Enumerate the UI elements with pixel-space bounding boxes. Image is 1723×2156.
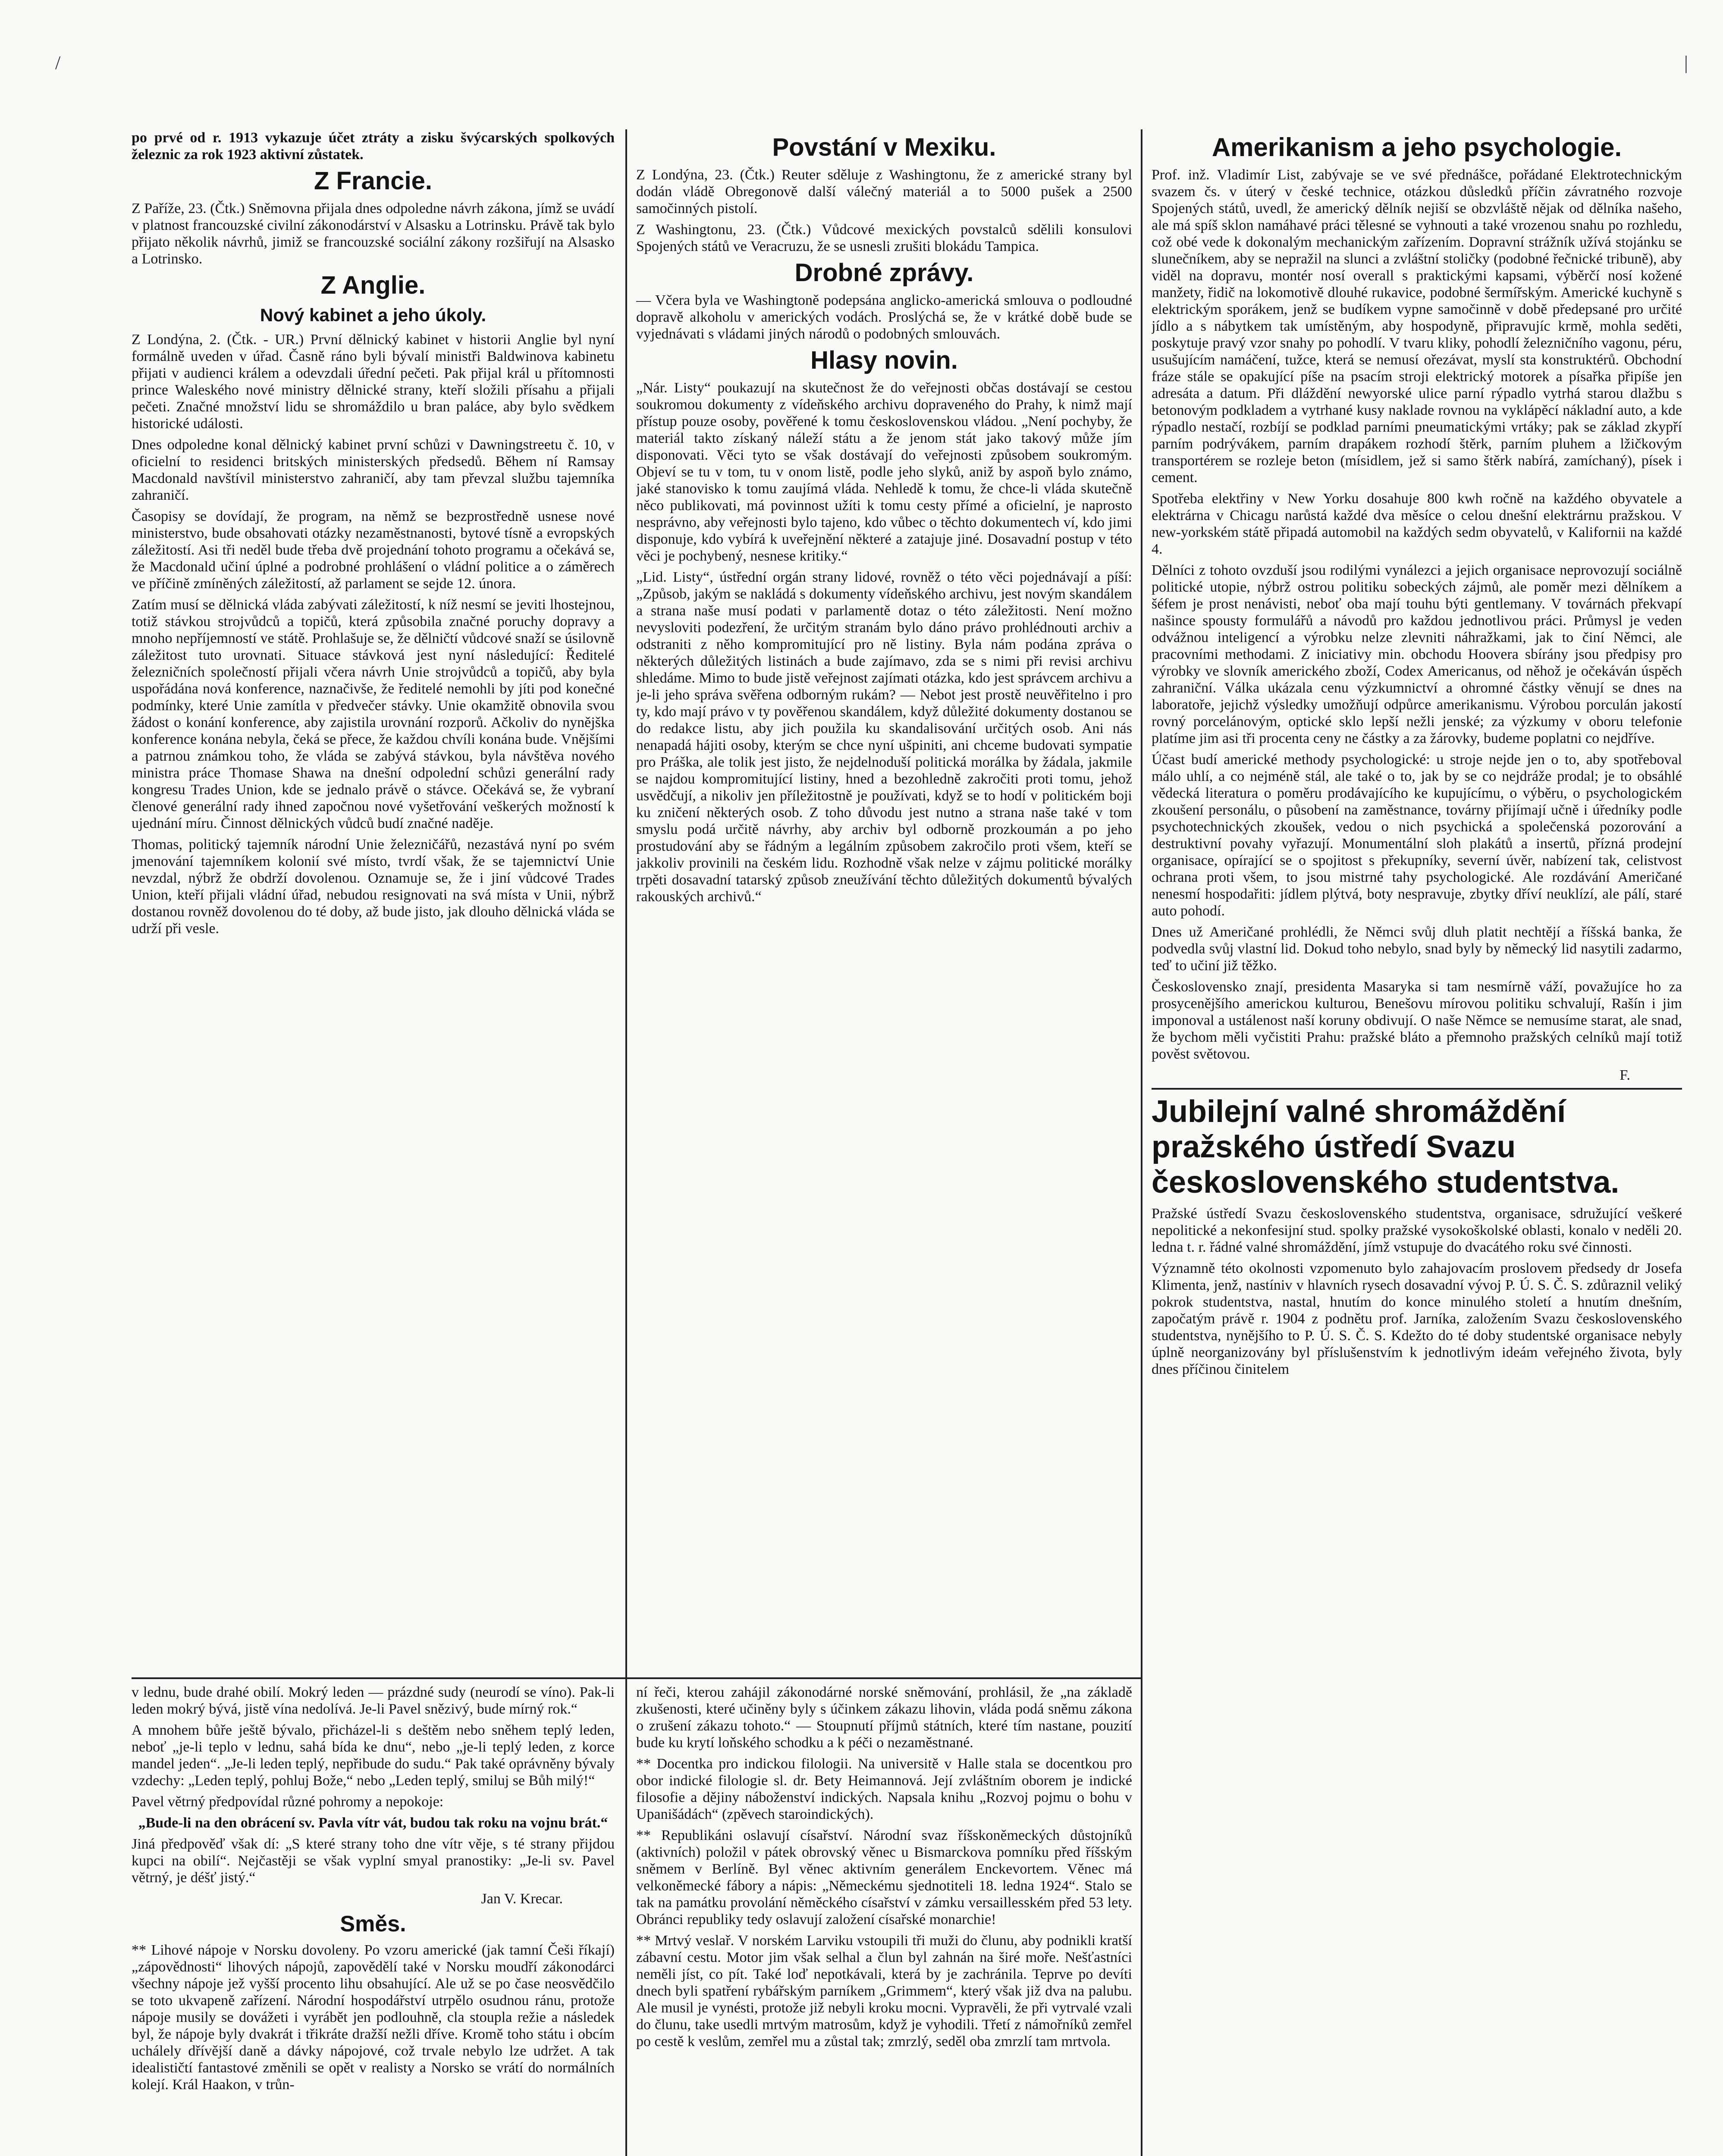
jubilejni-paragraph: Významně této okolnosti vzpomenuto bylo zahajovacím proslovem předsedy dr Josefa Klimenta, jenž, nastíniv v hlavních rysech dosavadní vývoj P. Ú. S. Č. S. zdůraznil veliký pokrok studentstva, nastal, hnutím do konce minulého století a hnutím dnešním, započatým právě r. 1904 z podnětu prof. Jarníka, založením Svazu československého studentstva, nynějšího to P. Ú. S. Č. S. Kdežto do té doby studentské organisace nebyly úplně neorganizovány byl příslušenstvím k jednotlivým ideám veřejného života, byly dnes příčinou činitelem [1152, 1260, 1682, 1377]
amerikanism-paragraph: Spotřeba elektřiny v New Yorku dosahuje 800 kwh ročně na každého obyvatele a elektrárna v Chicagu narůstá každé dva měsíce o celou dnešní elektrárnu pražskou. V new-yorkském státě připadá automobil na každých sedm obyvatelů, v Kalifornii na každé 4. [1152, 491, 1682, 557]
bottom-column-left [132, 1684, 615, 2156]
smes-paragraph: ** Lihové nápoje v Norsku dovoleny. Po vzoru americké (jak tamní Češi říkají) „zápovědnosti“ lihových nápojů, zapovědělí také v Norsku moudří zákonodárci všechny nápoje jež vyšší procento lihu obsahující. Ale už se po čase neosvědčilo se toto ukvapeně zařízení. Národní hospodářství utrpělo osudnou ránu, protože nápoje musily se dovážeti i vyrábět jen podlouhně, cla stoupla režie a následek byl, že nápoje byly dvakrát i třikráte dražší nežli dříve. Kromě toho státu i obcím uchálely dřívější daně a dávky nápojové, což trvale nebylo lze udržet. A tak idealističtí fantastové změnili se opět v realisty a Norsko se vrátí do normálních kolejí. Král Haakon, v trůn- [132, 1942, 615, 2093]
amerikanism-paragraph: Československo znají, presidenta Masaryka si tam nesmírně váží, považujíce ho za prosycenějšího americkou kulturou, Benešovu mírovou politiku schvalují, Rašín i jim imponoval a ustálenost naší koruny obdivují. O naše Němce se nemusíme starat, ale snad, že bychom měli vyčistiti Prahu: pražské bláto a přemnoho pražských celníků mají totiž pověst světovou. [1152, 979, 1682, 1062]
amerikanism-paragraph: Prof. inž. Vladimír List, zabývaje se ve své přednášce, pořádané Elektrotechnickým svazem čs. v úterý v české technice, otázkou důsledků příčin závratného rozvoje Spojených států, uvedl, že americký dělník nejiší se obzvláště nějak od dělníka našeho, ale má spíš sklon namáhavé práci tělesné se vyhnouti a také vrozenou snahu po rozhledu, což obé vede k dokonalým mechanickým zařízením. Dopravní strážník užívá stojánku se slunečníkem, aby se nepražil na slunci a zvláštní stoličky (podobné řečnické tribuně), aby viděl na dopravu, montér nosí overall s praktickými kapsami, výběrčí nosí kožené manžety, řidič na lokomotivě dlouhé rukavice, podobné šermířským. Americké kuchyně s elektrickým sporákem, jenž se budíkem vypne samočinně v době předepsané pro určité jídlo a s nábytkem tak umístěným, aby hospodyně, připravujíc krmě, mohla seděti, poskytuje pravý vzor snahy po pohodlí. V tvaru kliky, pohodlí železničního vagonu, péru, usušujícím namáčení, tužce, která se nemusí ořezávat, myslí sta konstruktérů. Obchodní fráze stále se opakující píše na psacím stroji elektrický motorek a písařka připíše jen adresáta a datum. Při dláždění newyorské ulice parní rýpadlo vytrhá starou dlažbu s betonovým podkladem a vytrhané kusy naklade rovnou na vyklápěcí nákladní auto, a kde rýpadlo nestačí, rozbíjí se podklad parními pneumatickými vrtáky; pak se základ zkypří parním podrývákem, parním drapákem rozhodí štěrk, parním pluhem a lžičkovým transportérem se rozleje beton (mísidlem, jež si samo štěrk nabírá, zamíchaný), písek i cement. [1152, 167, 1682, 486]
smes-paragraph: ** Republikáni oslavují císařství. Národní svaz říšskoněmeckých důstojníků (aktivních) položil v pátek obrovský věnec u Bismarckova pomníku před říšským sněmem v Berlíně. Byl věnec aktivním generálem Enckevortem. Věnec má velkoněmecké fábory a nápis: „Německému sjednotiteli 18. ledna 1924“. Stalo se tak na památku provolání něměckého císařství v zámku versaillesském před 53 lety. Obránci republiky tedy oslavují založení císařské monarchie! [636, 1827, 1132, 1927]
anglie-paragraph: Zatím musí se dělnická vláda zabývati záležitostí, k níž nesmí se jeviti lhostejnou, totiž stávkou strojvůdců a topičů, která způsobila značné poruchy dopravy a mnoho nepříjemností ve státě. Prohlašuje se, že dělničtí vůdcové snaží se úsilovně záležitost tuto urovnati. Situace stávková jest nyní následující: Ředitelé železničních společností přijali včera návrh Unie strojvůdců a topičů, aby byla uspořádána nová konference, naznačivše, že ředitelé nemohli by jíti pod konečné podmínky, které Unie zamítla v předvečer stávky. Unie okamžitě obnovila svou žádost o konání konference, aby zajistila urovnání rozporů. Ačkoliv do nynějška konference konána nebyla, čeká se přece, že každou chvíli konána bude. Vnějšími a patrnou známkou toho, že vláda se zabývá stávkou, byla návštěva nového ministra práce Thomase Shawa na dnešní odpolední schůzi generální rady kongresu Trades Union, kde se jednalo právě o stávce. Očekává se, že vybraní členové generální rady ihned započnou nové vyšetřování veškerých možností k ujednání míru. Činnost dělnických vůdců budí značné naděje. [132, 597, 615, 831]
margin-mark-left: / [55, 52, 61, 73]
subheading-anglie: Nový kabinet a jeho úkoly. [260, 305, 486, 325]
column-3 [1152, 129, 1682, 2156]
mexiko-paragraph: Z Londýna, 23. (Čtk.) Reuter sděluje z Washingtonu, že z americké strany byl dodán vládě Obregonově další válečný materiál a to 5000 pušek a 2500 samočinných pistolí. [636, 167, 1132, 216]
heading-drobne-zpravy: Drobné zprávy. [794, 259, 974, 287]
smes-paragraph: ** Docentka pro indickou filologii. Na universitě v Halle stala se docentkou pro obor indické filologie sl. dr. Bety Heimannová. Její zvláštním oborem je indické filosofie a dějiny náboženství indických. Napsala knihu „Rozvoj pojmu o bohu v Upanišádách“ (zpěvech staroindických). [636, 1756, 1132, 1822]
drobne-paragraph: — Včera byla ve Washingtoně podepsána anglicko-americká smlouva o podloudné dopravě alkoholu v amerických vodách. Proslýchá se, že v krátké době bude se vyjednávati s vládami jiných národů o podobných smlouvách. [636, 292, 1132, 342]
column-divider [1141, 129, 1142, 2156]
heading-anglie: Z Anglie. [320, 271, 426, 299]
mexiko-paragraph: Z Washingtonu, 23. (Čtk.) Vůdcové mexických povstalců sdělili konsulovi Spojených států ve Veracruzu, že se usnesli zrušiti blokádu Tampica. [636, 222, 1132, 254]
smes-paragraph: ní řeči, kterou zahájil zákonodárné norské sněmování, prohlásil, že „na základě zkušenosti, které učiněny byly s účinkem zákazu lihovin, vláda podá sněmu zákona o zrušení zákazu tohoto.“ — Stoupnutí příjmů státních, které tím nastane, pouzití bude ku krytí loňského schodku a k péči o nezaměstnané. [636, 1684, 1132, 1751]
heading-amerikanism: Amerikanism a jeho psychologie. [1211, 133, 1622, 162]
anglie-paragraph: Dnes odpoledne konal dělnický kabinet první schůzi v Dawningstreetu č. 10, v oficielní to residenci britských ministerských předsedů. Během ní Ramsay Macdonald navštívil ministerstvo zahraničí, aby tam převzal službu tajemníka zahraničí. [132, 437, 615, 503]
amerikanism-signature: F. [1619, 1067, 1630, 1083]
heading-hlasy-novin: Hlasy novin. [810, 346, 958, 374]
column-2 [636, 129, 1132, 1673]
bottom-column-middle [636, 1684, 1132, 2156]
anglie-paragraph: Thomas, politický tajemník národní Unie železničářů, nezastává nyní po svém jmenování tajemníkem kolonií své místo, tvrdí však, že se tajemnictví Unie nevzdal, nýbrž že obdrží dovolenou. Oznamuje se, že i jiní vůdcové Trades Union, kteří přijali vládní úřad, nebudou resignovati na svá místa v Unii, nýbrž dostanou rovněž dovolenou do té doby, až bude jisto, jak dlouho dělnická vláda se udrží při vesle. [132, 837, 615, 937]
francie-article: Z Paříže, 23. (Čtk.) Sněmovna přijala dnes odpoledne návrh zákona, jímž se uvádí v platnost francouzské civilní zákonodárství v Alsasku a Lotrinsku. Právě tak bylo přijato několik návrhů, jimiž se francouzské sociální zákony rozšiřují na Alsasko a Lotrinsko. [132, 201, 615, 267]
heading-smes: Směs. [340, 1912, 406, 1937]
article-separator [1152, 1088, 1682, 1090]
heading-francie: Z Francie. [314, 167, 432, 195]
column-divider [625, 129, 627, 2156]
heading-mexiko: Povstání v Mexiku. [772, 133, 996, 161]
feuilleton-separator [132, 1677, 1141, 1679]
margin-mark-right: | [1684, 52, 1688, 73]
feuilleton-paragraph: A mnohem bůře ještě bývalo, přicházel-li s deštěm nebo sněhem teplý leden, neboť „je-li teplo v lednu, sahá bída ke dnu“, nebo „je-li teplý leden, z korce mandel jeden“. „Je-li leden teplý, nepřibude do sudu.“ Pak také oprávněny bývaly vzdechy: „Leden teplý, pohluj Bože,“ nebo „Leden teplý, smiluj se Bůh milý!“ [132, 1722, 615, 1789]
anglie-paragraph: Z Londýna, 2. (Čtk. - UR.) První dělnický kabinet v historii Anglie byl nyní formálně uveden v úřad. Časně ráno byli bývalí ministři Baldwinova kabinetu přijati v audienci králem a odevzdali úřední pečeti. Pak přijal král u přítomnosti prince Waleského nové ministry dělnické strany, kteří složili přísahu a přijali pečeti. Značné množství lidu se shromáždilo u bran paláce, aby bylo svědkem historické události. [132, 332, 615, 432]
amerikanism-paragraph: Dnes už Američané prohlédli, že Němci svůj dluh platit nechtějí a říšská banka, že podvedla svůj vlastní lid. Dokud toho nebylo, snad byly by německý lid nasytili zadarmo, teď to učiní již těžko. [1152, 924, 1682, 974]
column-1 [132, 129, 615, 1673]
lead-paragraph: po prvé od r. 1913 vykazuje účet ztráty a zisku švýcarských spolkových železnic za rok 1923 aktivní zůstatek. [132, 130, 615, 163]
feuilleton-paragraph: Pavel větrný předpovídal různé pohromy a nepokoje: [132, 1794, 444, 1810]
feuilleton-signature: Jan V. Krecar. [481, 1891, 563, 1907]
feuilleton-paragraph: v lednu, bude drahé obilí. Mokrý leden — prázdné sudy (neurodí se víno). Pak-li leden mokrý bývá, jistě vína nedolívá. Je-li Pavel snězivý, bude mírný rok.“ [132, 1684, 615, 1717]
heading-jubilejni: Jubilejní valné shromáždění pražského ústředí Svazu československého studentstva. [1152, 1094, 1619, 1200]
amerikanism-paragraph: Účast budí americké methody psychologické: u stroje nejde jen o to, aby spotřeboval málo uhlí, a co nejméně stál, ale také o to, jak by se co nejdráže prodal; je to obsáhlé vědecká literatura o poměru prodávajícího ke kupujícímu, o výběru, o psychologickém zkoušení personálu, o působení na zaměstnance, továrny přijímají učně i úředníky podle psychotechnických zkoušek, vedou o nich psychická a společenská pozorování a destruktivní povahy vyřazují. Monumentální sloh plakátů a insertů, přízná prodejní organisace, opírající se o spojitost s překupníky, severní úvěr, nabízení tak, celistvost ochrana proti všem, to jsou mistrné tahy psychologické. Ale rozdávání Američané nenesmí hospodařiti: jídlem plýtvá, boty nespravuje, zbytky dříví neuklízí, ale pálí, staré auto pohodí. [1152, 752, 1682, 919]
anglie-paragraph: Časopisy se dovídají, že program, na němž se bezprostředně usnese nové ministerstvo, bude obsahovati otázky nezaměstnanosti, bytové tísně a evropských záležitostí. Asi tři neděl bude třeba dvě projednání tohoto programu a očekává se, že Macdonald učiní úplné a podrobné prohlášení o vládní politice a o záměrech ve příčině zmíněných záležitostí, až parlament se sejde 12. února. [132, 508, 615, 592]
amerikanism-paragraph: Dělníci z tohoto ovzduší jsou rodilými vynálezci a jejich organisace neprovozují sociálně politické utopie, nýbrž ostrou politiku sobeckých zájmů, ale poměr mezi dělníkem a šéfem je prost nenávisti, neboť oba mají touhu býti gentlemany. V továrnách překvapí našince spousty formulářů a návodů pro každou jednotlivou práci. Průmysl je veden odvážnou inteligencí a výrobku nelze zlevniti náhražkami, jak to činí Němci, ale pracovními methodami. Z iniciativy min. obchodu Hoovera sbírány jsou předpisy pro výrobky ve slovník amerického zboží, Codex Americanus, od něhož je očekáván úspěch zahraniční. Válka ukázala cenu výzkumnictví a ohromné částky věnují se dnes na laboratoře, jejichž výsledky umožňují odpůrce amerikanismu. Výrobou porculán jakostí rovný porcelánovým, optické sklo lepší nežli jenské; za výzkumy v oboru telefonie platíme jim asi tři procenta ceny ne částky a za žárovky, budeme poplatni co nejdříve. [1152, 562, 1682, 746]
feuilleton-paragraph: Jiná předpověď však dí: „S které strany toho dne vítr věje, s té strany přijdou kupci na obilí“. Nejčastěji se však vyplní smyal pranostiky: „Je-li sv. Pavel větrný, je déšť jistý.“ [132, 1836, 615, 1886]
jubilejni-paragraph: Pražské ústředí Svazu československého studentstva, organisace, sdružující veškeré nepolitické a nekonfesijní stud. spolky pražské vysokoškolské oblasti, konalo v neděli 20. ledna t. r. řádné valné shromáždění, jímž vstupuje do dvacátého roku své činnosti. [1152, 1206, 1682, 1255]
feuilleton-quote: „Bude-li na den obrácení sv. Pavla vítr vát, budou tak roku na vojnu brát.“ [138, 1815, 608, 1831]
smes-paragraph: ** Mrtvý veslař. V norském Larviku vstoupili tři muži do člunu, aby podnikli kratší zábavní cestu. Motor jim však selhal a člun byl zahnán na širé moře. Nešťastníci neměli jíst, co pít. Také loď nepotkávali, která by je zachránila. Teprve po devíti dnech byli spatření rybářským parníkem „Grimmem“, který však již dva na palubu. Ale musil je vynésti, protože již nebyli kroku mocni. Vypravěli, že při vytrvalé vzali do člunu, take usedli mrtvým matrosům, když je vyhodili. Třetí z námořníků zemřel po cestě k veslům, zemřel mu a zůstal tak; zmrzlý, seděl oba zmrzlí tam mrtvola. [636, 1933, 1132, 2049]
hlasy-paragraph: „Lid. Listy“, ústřední orgán strany lidové, rovněž o této věci pojednávají a píší: „Způsob, jakým se nakládá s dokumenty vídeňského archivu, jest novým skandálem a strana naše musí podati v parlamentě dotaz o této záležitosti. Není možno nevysloviti podezření, že určitým stranám bylo dáno právo prohlédnouti archiv a odstraniti z něho kompromitující pro ně listiny. Byla nám podána zpráva o některých důležitých listinách a bude zajímavo, zda se s nimi při revisi archivu shledáme. Mimo to bude jistě veřejnost zajímati otázka, kdo jest správcem archivu a je-li jeho správa svěřena odborným rukám? — Nebot jest prostě neuvěřitelno i pro ty, kdo mají právo v ty pověřenou skandálem, když důležité dokumenty dostanou se do redakce listu, aby jich použila ku skandalisování určitých osob. Ani nás nenapadá hájiti osoby, kterým se chce nyní ušpiniti, ani chceme budovati sympatie pro Práška, ale tolik jest jisto, že nejdelnoduší politická morálka by žádala, jakmile se najdou kompromitující listiny, hned a bezohledně zakročiti proti tomu, jehož usvědčují, a nikoliv jen příležitostně je používati, když se to hodí v politickém boji ku zničení některých osob. Z toho důvodu jest nutno a strana naše také v tom smyslu podá určitě návrhy, aby archiv byl odborně prozkoumán a po jeho prostudování aby se řádným a legálním způsobem zakročilo proti všem, kteří se jakkoliv provinili na českém lidu. Rozhodně však nelze v zájmu politické morálky trpěti dosavadní tatarský způsob zneužívání těchto důležitých dokumentů bývalých rakouských archivů.“ [636, 569, 1132, 905]
hlasy-paragraph: „Nár. Listy“ poukazují na skutečnost že do veřejnosti občas dostávají se cestou soukromou dokumenty z vídeňského archivu dopraveného do Prahy, k nimž mají přístup pouze osoby, pověřené k tomu československou vládou. „Není pochyby, že materiál takto získaný náleží státu a že jenom stát jako takový může jím disponovati. Věci tyto se však dostávají do veřejnosti způsobem soukromým. Objeví se tu v tom, tu v onom listě, podle jeho slyků, aniž by aspoň bylo známo, jaké stanovisko k tomu zaujímá vláda. Nehledě k tomu, že chce-li vláda skutečně něco publikovati, má povinnost užíti k tomu cesty přímé a oficielní, je naprosto nesprávno, aby veřejnosti bylo tajeno, kdo vůbec o těchto dokumentech ví, kdo jimi disponuje, kdo vybírá k uveřejnění některé a zatajuje jiné. Dosavadní postup v této věci je pochybený, nesnese kritiky.“ [636, 380, 1132, 564]
